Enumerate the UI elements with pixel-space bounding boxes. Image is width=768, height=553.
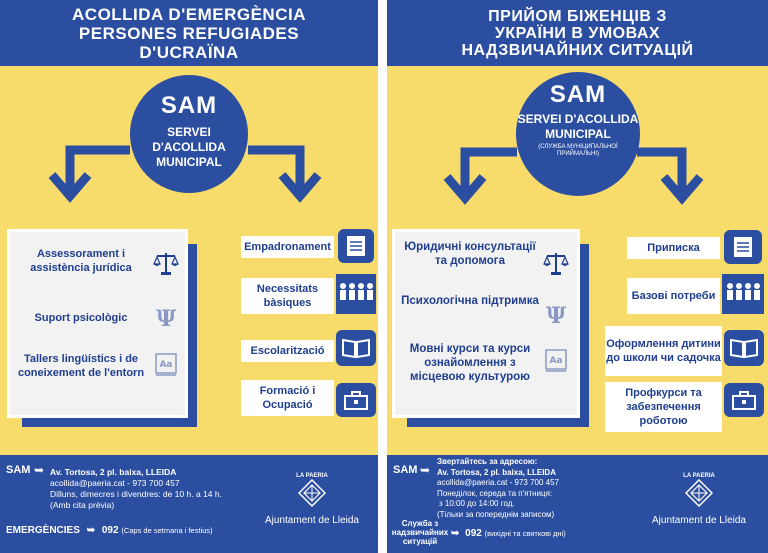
poster-header [0, 0, 378, 66]
language-book-icon [153, 352, 179, 378]
logo [252, 473, 372, 526]
sam-circle [516, 72, 640, 196]
logo [639, 473, 759, 526]
svg-text:Aa: Aa [159, 360, 173, 370]
arrow-right-icon: ➥ [420, 463, 431, 477]
item-basic-needs [241, 278, 334, 314]
sam-subtitle-1: SERVEI D'ACOLLIDA [517, 112, 639, 126]
psi-icon [543, 302, 569, 328]
service-psychology [10, 306, 185, 331]
service-label: Мовні курси та курси ознайомлення з місцевою культурою [409, 343, 531, 383]
footer-emergency [6, 525, 213, 536]
arrow-right-icon: ➥ [451, 528, 460, 539]
item-label: Базові потреби [631, 290, 716, 302]
item-registration [627, 237, 720, 259]
footer-address-block [437, 457, 559, 520]
footer-hours: Dilluns, dimecres i divendres: de 10 h. a 14 h. [50, 489, 222, 499]
header-line-2: УКРАЇНИ В УМОВАХ [494, 25, 661, 42]
item-label: Оформлення дитини до школи чи садочка [606, 338, 721, 364]
svg-text:Ψ: Ψ [545, 303, 567, 328]
poster-header [387, 0, 768, 66]
scales-icon [543, 250, 569, 276]
service-legal [395, 240, 577, 284]
footer-appointment: (Amb cita prèvia) [50, 500, 115, 510]
item-label: Escolarització [250, 345, 325, 357]
book-icon [336, 330, 376, 366]
sam-subtitle-2: MUNICIPAL [156, 155, 222, 169]
item-label: Necessitats bàsiques [256, 283, 319, 309]
svg-text:Aa: Aa [549, 356, 563, 366]
service-label: Психологічна підтримка [401, 295, 539, 307]
emergency-label-3: ситуацій [402, 537, 438, 546]
footer [0, 455, 378, 553]
emergency-number: 092 [465, 528, 482, 539]
paeria-emblem-icon [298, 479, 326, 507]
item-training [241, 380, 334, 416]
svg-text:Ψ: Ψ [155, 306, 177, 331]
book-icon [724, 330, 764, 366]
footer-address-intro: Звертайтесь за адресою: [437, 457, 538, 466]
service-language [10, 350, 185, 402]
footer-emergency-label [389, 519, 451, 546]
footer-contact: acollida@paeria.cat - 973 700 457 [50, 478, 180, 488]
emergency-label-2: надзвичайних [391, 528, 449, 537]
footer-address-block [50, 467, 222, 511]
item-label: Formació i Ocupació [259, 385, 316, 411]
header-line-1: ПРИЙОМ БІЖЕНЦІВ З [488, 8, 667, 25]
list-icon [338, 229, 374, 263]
service-language [395, 342, 577, 402]
footer-sam-label: SAM [393, 464, 418, 476]
sam-title: SAM [549, 81, 607, 108]
briefcase-icon [724, 383, 764, 417]
poster-catalan [0, 0, 378, 553]
footer-days: Понеділок, середа та п'ятниця: [437, 488, 553, 498]
header-line-1: ACOLLIDA D'EMERGÈNCIA [72, 5, 306, 24]
item-schooling [241, 340, 334, 362]
sam-subtitle-1: SERVEI D'ACOLLIDA [152, 125, 226, 154]
footer-emergency [451, 528, 566, 539]
footer-address: Av. Tortosa, 2 pl. baixa, LLEIDA [50, 467, 177, 477]
item-label: Приписка [647, 242, 700, 254]
footer-contact: acollida@paeria.cat - 973 700 457 [437, 478, 559, 487]
service-label: Юридичні консультації та допомога [404, 241, 536, 267]
service-label: Tallers lingüístics i de coneixement de l'entorn [17, 353, 145, 379]
sam-circle [130, 75, 248, 193]
service-label: Suport psicològic [34, 312, 128, 324]
emergency-label: EMERGÈNCIES [6, 525, 80, 536]
footer-hours: з 10:00 до 14:00 год. [439, 499, 515, 508]
footer-sam-label: SAM [6, 464, 31, 476]
item-employment [605, 382, 722, 432]
item-label: Профкурси та забезпечення роботою [625, 387, 702, 427]
emergency-note: (Caps de setmana i festius) [121, 526, 213, 535]
emergency-label-1: Служба з [401, 519, 439, 528]
paeria-emblem-icon [685, 479, 713, 507]
arrow-right-icon: ➥ [34, 463, 45, 477]
sam-note-2: ПРИЙМАЛЬНІ) [557, 151, 599, 157]
item-schooling [605, 326, 722, 376]
services-card [10, 232, 185, 415]
footer-address: Av. Tortosa, 2 pl. baixa, LLEIDA [437, 467, 556, 477]
emergency-note: (вихідні та святкові дні) [484, 529, 566, 538]
logo-name: Ajuntament de Lleida [652, 515, 746, 526]
header-line-3: D'UCRAÏNA [139, 43, 239, 62]
arrow-right-icon: ➥ [86, 525, 96, 536]
language-book-icon [543, 348, 569, 374]
list-icon [724, 230, 762, 264]
header-line-2: PERSONES REFUGIADES [78, 24, 300, 43]
scales-icon [153, 250, 179, 276]
briefcase-icon [336, 383, 376, 417]
footer [387, 455, 768, 553]
sam-subtitle-2: MUNICIPAL [545, 127, 611, 141]
item-label: Empadronament [244, 241, 331, 253]
services-card [395, 232, 577, 415]
logo-top-text: LA PAERIA [296, 473, 328, 479]
service-label: Assessorament i assistència jurídica [30, 248, 132, 274]
item-registration [241, 236, 334, 258]
psi-icon [153, 305, 179, 331]
logo-top-text: LA PAERIA [683, 473, 715, 479]
sam-note-1: (СЛУЖБА МУНІЦИПАЛЬНОЇ [538, 144, 618, 150]
logo-name: Ajuntament de Lleida [265, 515, 359, 526]
people-icon [336, 274, 376, 314]
footer-appointment: (Тільки за попереднім записом) [437, 509, 555, 519]
people-icon [722, 274, 764, 314]
sam-title: SAM [160, 92, 218, 119]
poster-ukrainian [387, 0, 768, 553]
emergency-number: 092 [101, 525, 119, 536]
item-basic-needs [627, 278, 720, 314]
header-line-3: НАДЗВИЧАЙНИХ СИТУАЦІЙ [461, 42, 694, 59]
service-legal [10, 244, 185, 284]
service-psychology [395, 294, 577, 328]
